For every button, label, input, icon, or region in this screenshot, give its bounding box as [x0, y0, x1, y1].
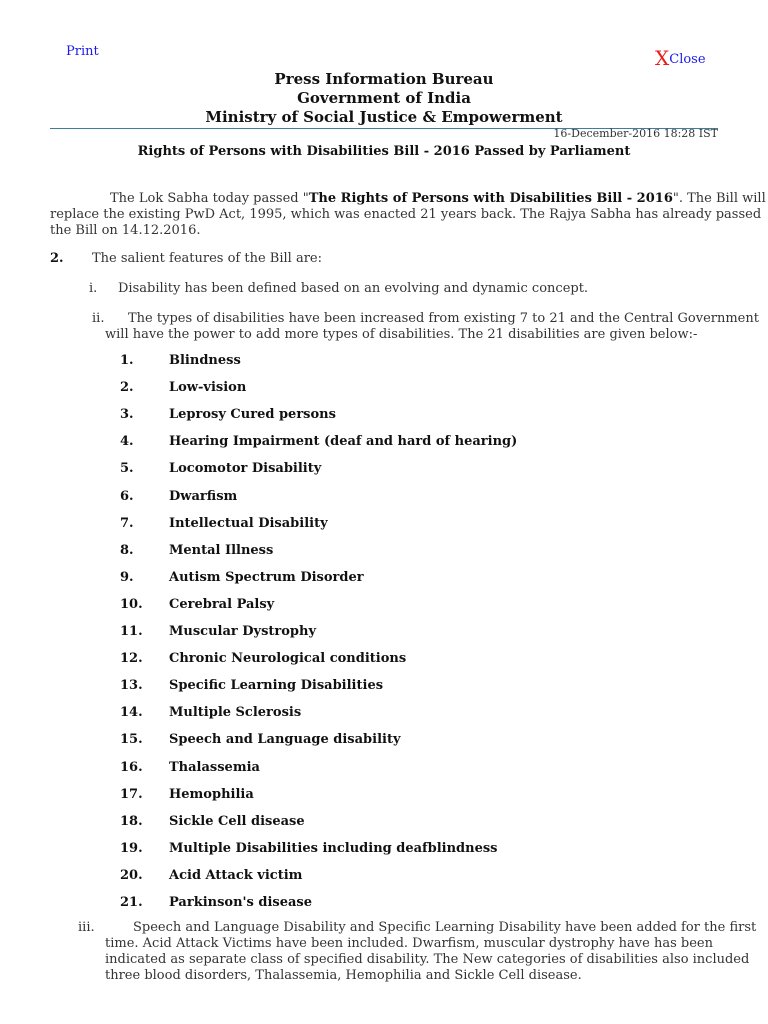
point-iii-line-1: Speech and Language Disability and Specific Learning Disability have been added for the first: [133, 920, 757, 935]
disability-number: 13.: [120, 678, 143, 693]
point-ii-paragraph: [105, 311, 759, 343]
point-iii-line-4: three blood disorders, Thalassemia, Hemophilia and Sickle Cell disease.: [105, 968, 582, 983]
disability-name: Locomotor Disability: [169, 461, 322, 476]
org-heading: Press Information Bureau: [274, 70, 494, 88]
close-icon[interactable]: X: [655, 46, 670, 70]
disability-name: Muscular Dystrophy: [169, 624, 317, 639]
gov-heading: Government of India: [297, 89, 471, 107]
disability-name: Intellectual Disability: [169, 516, 328, 531]
disability-name: Acid Attack victim: [169, 868, 303, 883]
disability-number: 5.: [120, 461, 134, 476]
disability-name: Mental Illness: [169, 543, 274, 558]
disability-number: 18.: [120, 814, 143, 829]
disability-name: Multiple Sclerosis: [169, 705, 302, 720]
disability-number: 9.: [120, 570, 134, 585]
bill-name: The Rights of Persons with Disabilities Bill - 2016: [308, 191, 673, 206]
point-iii-line-2: time. Acid Attack Victims have been included. Dwarfism, muscular dystrophy have has been: [105, 936, 713, 951]
disability-name: Chronic Neurological conditions: [169, 651, 407, 666]
disability-name: Sickle Cell disease: [169, 814, 305, 829]
point-iii-paragraph: [105, 920, 757, 984]
disability-number: 11.: [120, 624, 143, 639]
intro-line-2: replace the existing PwD Act, 1995, which was enacted 21 years back. The Rajya Sabha has already passed: [50, 207, 762, 222]
disability-name: Low-vision: [169, 380, 247, 395]
point-ii-line-2: will have the power to add more types of disabilities. The 21 disabilities are given below:-: [105, 327, 698, 342]
disability-number: 14.: [120, 705, 143, 720]
section-2-text: The salient features of the Bill are:: [92, 251, 322, 266]
disability-name: Thalassemia: [169, 760, 260, 775]
disability-name: Parkinson's disease: [169, 895, 312, 910]
disability-name: Leprosy Cured persons: [169, 407, 336, 422]
point-ii-number: ii.: [92, 311, 105, 326]
close-label[interactable]: Close: [669, 52, 706, 67]
ministry-heading: Ministry of Social Justice & Empowerment: [205, 108, 563, 126]
point-iii-number: iii.: [78, 920, 95, 935]
release-title: Rights of Persons with Disabilities Bill - 2016 Passed by Parliament: [137, 144, 631, 159]
print-link[interactable]: Print: [66, 44, 99, 59]
point-i-text: Disability has been defined based on an evolving and dynamic concept.: [118, 281, 589, 296]
disability-number: 8.: [120, 543, 134, 558]
disability-number: 16.: [120, 760, 143, 775]
section-2-number: 2.: [50, 251, 64, 266]
disability-number: 20.: [120, 868, 143, 883]
intro-paragraph: [50, 191, 766, 239]
disability-number: 7.: [120, 516, 134, 531]
disability-name: Hemophilia: [169, 787, 254, 802]
disability-number: 3.: [120, 407, 134, 422]
disability-name: Autism Spectrum Disorder: [169, 570, 364, 585]
point-ii-line-1: The types of disabilities have been increased from existing 7 to 21 and the Central Government: [128, 311, 759, 326]
release-date: 16-December-2016 18:28 IST: [553, 127, 718, 140]
disability-name: Blindness: [169, 353, 241, 368]
intro-line-3: the Bill on 14.12.2016.: [50, 223, 201, 238]
disability-number: 12.: [120, 651, 143, 666]
disability-number: 1.: [120, 353, 134, 368]
disability-name: Cerebral Palsy: [169, 597, 275, 612]
disability-number: 2.: [120, 380, 134, 395]
disability-number: 15.: [120, 732, 143, 747]
disability-number: 6.: [120, 489, 134, 504]
close-link[interactable]: [655, 46, 706, 70]
disability-name: Multiple Disabilities including deafblindness: [169, 841, 498, 856]
point-iii-line-3: indicated as separate class of specified disability. The New categories of disabilities also included: [105, 952, 750, 967]
disability-name: Specific Learning Disabilities: [169, 678, 384, 693]
disability-number: 21.: [120, 895, 143, 910]
disability-number: 17.: [120, 787, 143, 802]
disability-name: Speech and Language disability: [169, 732, 401, 747]
intro-line-1: The Lok Sabha today passed "The Rights of Persons with Disabilities Bill - 2016". The Bill will: [110, 191, 766, 206]
disability-number: 19.: [120, 841, 143, 856]
disability-number: 10.: [120, 597, 143, 612]
disability-name: Hearing Impairment (deaf and hard of hearing): [169, 434, 518, 449]
point-i-number: i.: [89, 281, 98, 296]
disability-name: Dwarfism: [169, 489, 238, 504]
disability-number: 4.: [120, 434, 134, 449]
